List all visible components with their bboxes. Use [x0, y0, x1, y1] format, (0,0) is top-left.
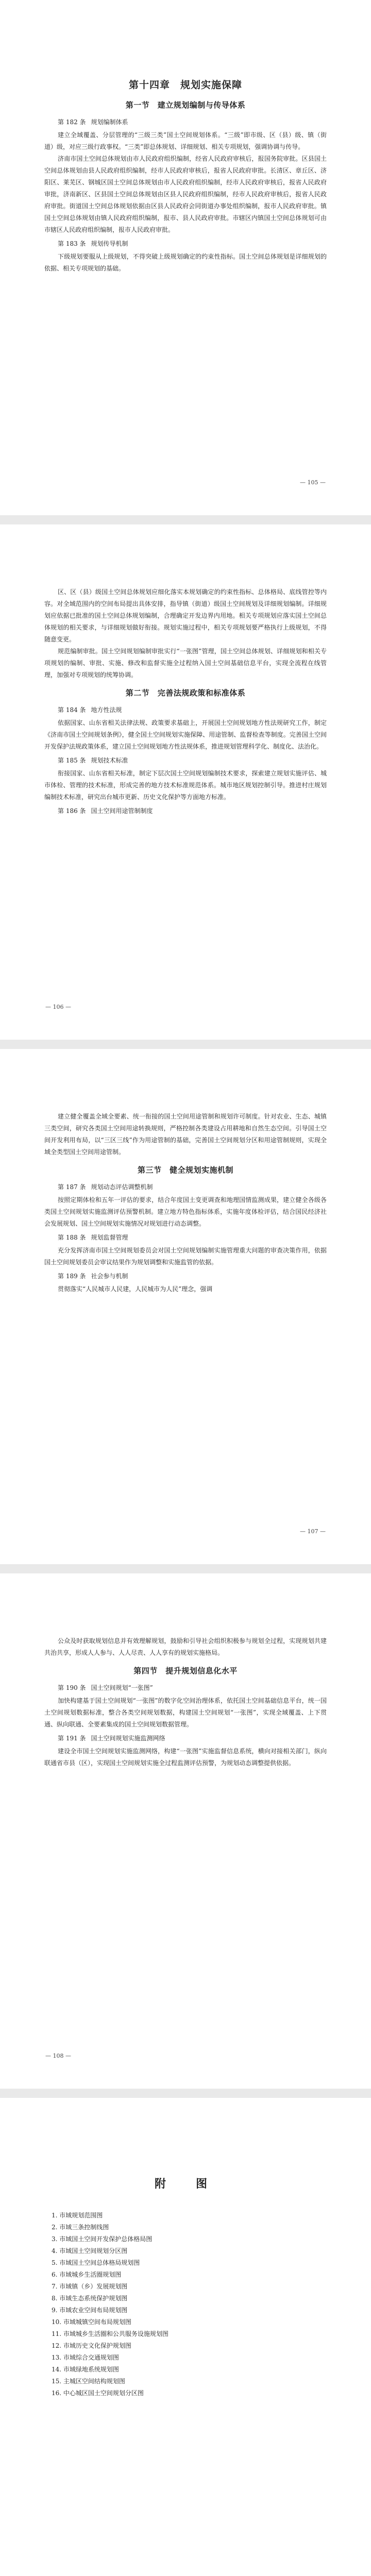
article-heading — [44, 755, 327, 767]
appendix-item: 14. 市域绿地系统规划图 — [52, 2366, 119, 2373]
page-content — [44, 2175, 327, 2399]
page-content — [44, 586, 327, 818]
article-heading — [44, 1682, 327, 1694]
body-paragraph: 下级规划要服从上级规划，不得突破上级规划确定的约束性指标。国土空间总体规划是详细规划的依据、相关专项规划的基础。 — [44, 253, 327, 272]
body-paragraph: 充分发挥济南市国土空间规划委员会对国土空间规划编制实施管理重大问题的审查决策作用，依据国土空间规划委员会审议结果作为规划调整和实施监管的依据。 — [44, 1247, 327, 1266]
appendix-item: 10. 市域城镇空间布局规划图 — [52, 2318, 131, 2326]
appendix-item: 2. 市域三条控制线图 — [52, 2224, 109, 2231]
document-page — [0, 2098, 371, 2576]
appendix-item: 13. 市域综合交通规划图 — [52, 2354, 119, 2361]
article-heading — [44, 1733, 327, 1744]
page-number: — 106 — — [45, 1004, 71, 1010]
appendix-title: 附 图 — [154, 2177, 216, 2191]
article-number: 第 188 条 — [58, 1234, 86, 1241]
body-paragraph: 按照定期体检和五年一评估的要求，结合年度国土变更调查和地理国情监测成果，建立健全各级各类国土空间规划实施监测评估预警机制。建立地方特色指标体系，实施年度体检评估，结合国民经济社会发展规划、国土空间规划实施情况对规划进行动态调整。 — [44, 1196, 327, 1227]
article-heading — [44, 238, 327, 250]
body-paragraph: 规范编制审批。国土空间规划编制审批实行“一张图”管理，国土空间总体规划、详细规划和相关专项规划的编制、审批、实施、修改和监督实施全过程纳入国土空间基础信息平台，实现全流程在线管理，加强对专项规划的统筹协调。 — [44, 648, 327, 679]
body-paragraph: 区、区（县）级国土空间总体规划应细化落实本规划确定的约束性指标、总体格局、底线管控等内容。对全域范围内的空间布局提出具体安排，指导镇（街道）级国土空间规划及详细规划编制。详细规划应依据已批准的国土空间总体规划编制，合理确定开发边界内用地。相关专项规划应落实国土空间总体规划的相关要求，与详细规划做好衔接。规划实施过程中，相关专项规划要严格执行上级规划，不得随意变更。 — [44, 588, 327, 643]
page-content — [44, 1111, 327, 1295]
appendix-item: 8. 市域生态系统保护规划图 — [52, 2295, 128, 2302]
article-heading — [44, 704, 327, 716]
article-title: 地方性法规 — [91, 706, 122, 714]
page-separator — [0, 1040, 371, 1049]
body-paragraph: 贯彻落实“人民城市人民建，人民城市为人民”理念，强调 — [58, 1285, 213, 1293]
page-content — [44, 77, 327, 275]
article-title: 规划技术标准 — [91, 757, 128, 764]
page-number: — 108 — — [45, 2053, 71, 2059]
body-paragraph: 建立健全覆盖全域全要素、统一衔接的国土空间用途管制和规划许可制度。针对农业、生态、城镇三类空间，研究各类国土空间用途转换规则，严格控制各类建设占用耕地和自然生态空间。引导国土空间开发利用布局，以“三区三线”作为用途管制的基础，完善国土空间规划分区和用途管制规则，实现全域全类型国土空间用途管制。 — [44, 1113, 327, 1156]
appendix-item: 4. 市域国土空间规划分区图 — [52, 2247, 128, 2255]
chapter-title: 第十四章 规划实施保障 — [128, 79, 242, 91]
section-title: 第四节 提升规划信息化水平 — [133, 1666, 238, 1675]
page-content — [44, 1635, 327, 1769]
appendix-item: 1. 市域规划范围图 — [52, 2212, 103, 2219]
document-page — [0, 524, 371, 1040]
body-paragraph: 依据国家、山东省相关法律法规、政策要求基础上，开展国土空间规划地方性法规研究工作，制定《济南市国土空间规划条例》，健全国土空间规划实施保障、用途管制、监督检查等制度。完善国土空间开发保护法规政策体系，建立国土空间规划地方性法规体系，推进规划管理科学化、制度化、法治化。 — [44, 719, 327, 750]
appendix-item: 7. 市域镇（乡）发展规划图 — [52, 2283, 128, 2290]
article-title: 规划动态评估调整机制 — [91, 1183, 153, 1191]
article-title: 国土空间规划实施监测网络 — [91, 1735, 165, 1742]
section-title: 第二节 完善法规政策和标准体系 — [125, 688, 246, 698]
appendix-item: 11. 市域城乡生活圈和公共服务设施规划图 — [52, 2330, 168, 2337]
article-heading — [44, 1181, 327, 1193]
appendix-item: 5. 市域国土空间总体格局规划图 — [52, 2259, 140, 2266]
article-heading — [44, 1232, 327, 1244]
document-page — [0, 1049, 371, 1564]
appendix-item: 12. 市域历史文化保护规划图 — [52, 2342, 131, 2349]
article-title: 规划传导机制 — [91, 240, 128, 247]
section-title: 第三节 健全规划实施机制 — [137, 1165, 233, 1175]
appendix-item: 9. 市域农业空间布局规划图 — [52, 2307, 128, 2314]
body-paragraph: 建设全市国土空间规划实施监测网络，构建“一张图”实施监督信息系统，横向对接相关部门，纵向联通省市县（区），实现国土空间规划实施全过程监测评估预警，为规划动态调整提供依据。 — [44, 1748, 327, 1767]
page-number: — 107 — — [300, 1528, 326, 1535]
appendix-item: 6. 市域城乡生活圈规划图 — [52, 2271, 122, 2278]
article-number: 第 187 条 — [58, 1183, 86, 1191]
page-number: — 105 — — [300, 479, 326, 486]
body-paragraph: 济南市国土空间总体规划由市人民政府组织编制，经省人民政府审核后，报国务院审批。区县国土空间总体规划由县人民政府组织编制，经市人民政府审核后，报省人民政府审批。长清区、章丘区、济阳区、莱芜区、钢城区国土空间总体规划由市人民政府组织编制，经市人民政府审核后，报省人民政府审批，济南新区、区县国土空间总体规划由区县人民政府组织编制，经市人民政府审核后，报省人民政府审批。街道国土空间总体规划依据由区县人民政府会同街道办事处组织编制，报市人民政府审批。镇国土空间总体规划由镇人民政府组织编制，报市、县人民政府审批。市辖区内镇国土空间总体规划可由市辖区人民政府组织编制，报市人民政府审批。 — [44, 155, 327, 233]
article-number: 第 190 条 — [58, 1684, 86, 1691]
page-separator — [0, 2089, 371, 2098]
appendix-list — [44, 2210, 327, 2399]
page-separator — [0, 1564, 371, 1573]
appendix-item: 3. 市域国土空间开发保护总体格局图 — [52, 2235, 153, 2243]
article-heading — [44, 116, 327, 128]
article-title: 社会参与机制 — [91, 1273, 128, 1280]
article-number: 第 185 条 — [58, 757, 86, 764]
article-number: 第 183 条 — [58, 240, 86, 247]
body-paragraph: 公众及时获取规划信息并有效理解规划，鼓励和引导社会组织积极参与规划全过程，实现规划共建共治共享，形成人人参与、人人尽责、人人享有的规划实施格局。 — [44, 1637, 327, 1656]
document-page — [0, 0, 371, 515]
body-paragraph: 衔接国家、山东省相关标准，制定下层次国土空间规划编制技术要求，探索建立规划实施评估、城市体检、管理的技术标准，形成完善的地方技术标准规范体系。城市地区规划控制引导。推进村庄规划编制技术标准，研究出台城市更新、历史文化保护等方面地方标准。 — [44, 770, 327, 801]
article-title: 国土空间规划“一张图” — [91, 1684, 153, 1691]
article-heading — [44, 1270, 327, 1282]
article-title: 国土空间用途管制制度 — [91, 807, 153, 815]
article-heading — [44, 805, 327, 817]
article-number: 第 182 条 — [58, 118, 86, 126]
body-paragraph: 建立全域覆盖、分层管理的“三级三类”国土空间规划体系。“三级”即市级、区（县）级、镇（街道）级，对应三级行政事权。“三类”即总体规划、详细规划、相关专项规划，强调协调与传导。 — [44, 131, 327, 150]
page-separator — [0, 515, 371, 524]
article-title: 规划监督管理 — [91, 1234, 128, 1241]
appendix-item: 15. 主城区空间结构规划图 — [52, 2378, 125, 2385]
body-paragraph: 加快构建基于国土空间规划“一张图”的数字化空间治理体系，依托国土空间基础信息平台，统一国土空间规划数据标准，整合各类空间规划数据，构建国土空间规划“一张图”，实现全域覆盖、上下贯通、纵向联通、全要素集成的国土空间规划数据管理。 — [44, 1697, 327, 1728]
article-number: 第 189 条 — [58, 1273, 86, 1280]
article-title: 规划编制体系 — [91, 118, 128, 126]
article-number: 第 191 条 — [58, 1735, 86, 1742]
section-title: 第一节 建立规划编制与传导体系 — [125, 100, 246, 110]
article-number: 第 186 条 — [58, 807, 86, 815]
appendix-item: 16. 中心城区国土空间规划分区图 — [52, 2389, 144, 2397]
article-number: 第 184 条 — [58, 706, 86, 714]
document-page — [0, 1573, 371, 2089]
